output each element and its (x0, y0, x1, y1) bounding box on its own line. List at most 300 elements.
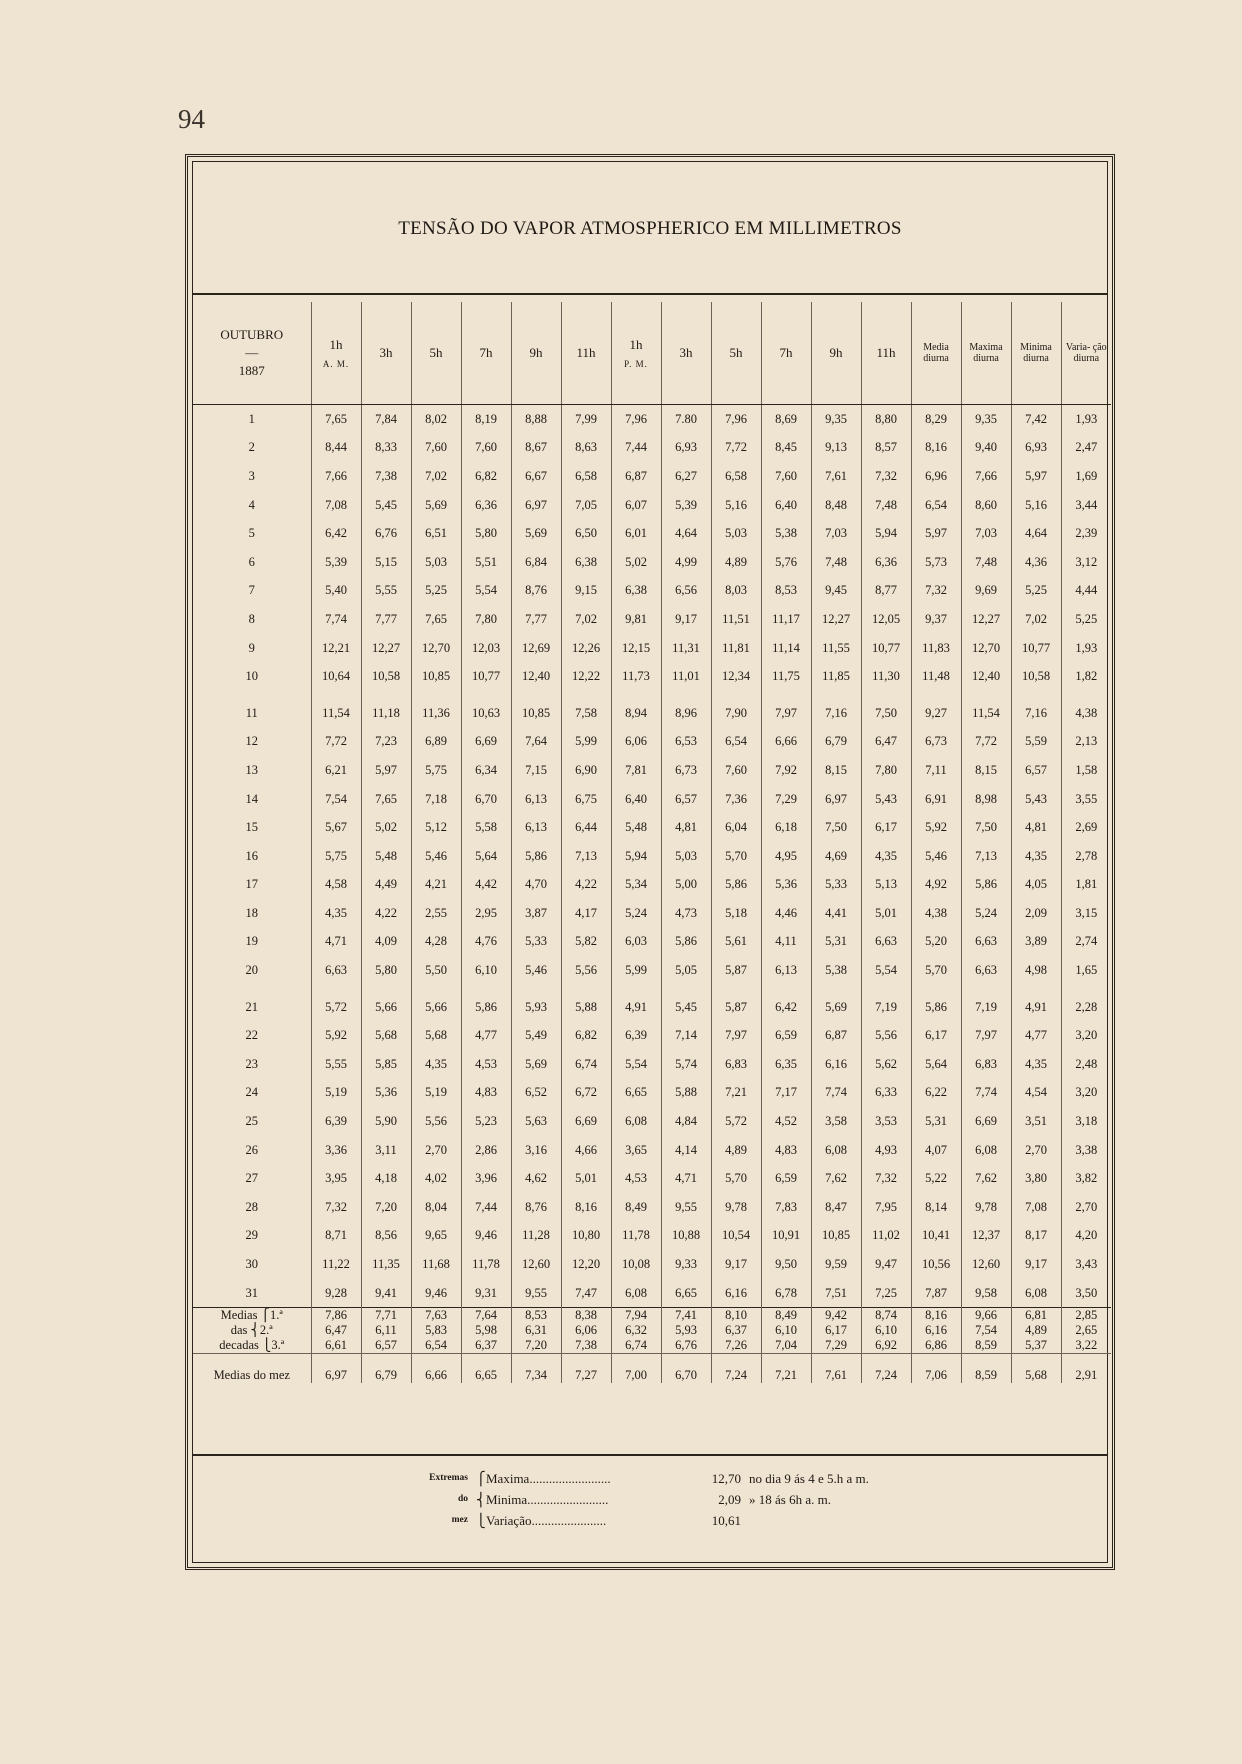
value-cell: 5,03 (661, 842, 711, 871)
value-cell: 2,70 (1061, 1193, 1111, 1222)
decade-mean-cell: 8,53 6,31 7,20 (511, 1308, 561, 1354)
value-cell: 5,69 (511, 519, 561, 548)
table-row (193, 1222, 1111, 1251)
month-mean-cell: 7,34 (511, 1354, 561, 1383)
value-cell: 5,86 (711, 871, 761, 900)
month-mean-cell: 6,65 (461, 1354, 511, 1383)
value-cell: 5,54 (611, 1050, 661, 1079)
value-cell: 6,13 (761, 956, 811, 985)
value-cell: 4,81 (1011, 813, 1061, 842)
value-cell: 7,60 (711, 756, 761, 785)
value-cell: 8,17 (1011, 1222, 1061, 1251)
value-cell: 1,69 (1061, 462, 1111, 491)
value-cell: 7,48 (861, 491, 911, 520)
value-cell: 9,50 (761, 1250, 811, 1279)
value-cell: 6,59 (761, 1021, 811, 1050)
value-cell: 8,16 (561, 1193, 611, 1222)
value-cell: 7,20 (361, 1193, 411, 1222)
value-cell: 6,53 (661, 728, 711, 757)
value-cell: 8,77 (861, 577, 911, 606)
value-cell: 4,35 (311, 899, 361, 928)
value-cell: 9,55 (661, 1193, 711, 1222)
value-cell: 5,33 (811, 871, 861, 900)
value-cell: 5,93 (511, 993, 561, 1022)
value-cell: 6,40 (761, 491, 811, 520)
value-cell: 4,91 (611, 993, 661, 1022)
value-cell: 12,27 (961, 605, 1011, 634)
value-cell: 5,86 (461, 993, 511, 1022)
value-cell: 5,01 (861, 899, 911, 928)
table-frame-inner (192, 161, 1108, 1563)
table-row (193, 1193, 1111, 1222)
value-cell: 5,64 (461, 842, 511, 871)
value-cell: 6,33 (861, 1079, 911, 1108)
value-cell: 2,74 (1061, 928, 1111, 957)
value-cell: 12,03 (461, 634, 511, 663)
value-cell: 4,64 (1011, 519, 1061, 548)
value-cell: 4,77 (1011, 1021, 1061, 1050)
decade-means-row (193, 1308, 1111, 1354)
value-cell: 6,72 (561, 1079, 611, 1108)
value-cell: 4,84 (661, 1107, 711, 1136)
value-cell: 8,04 (411, 1193, 461, 1222)
value-cell: 5,33 (511, 928, 561, 957)
value-cell: 8,98 (961, 785, 1011, 814)
value-cell: 10,85 (411, 662, 461, 691)
value-cell: 9,46 (411, 1279, 461, 1308)
value-cell: 8,80 (861, 405, 911, 434)
value-cell: 4,20 (1061, 1222, 1111, 1251)
value-cell: 6,39 (311, 1107, 361, 1136)
value-cell: 5,45 (661, 993, 711, 1022)
title-divider (193, 293, 1107, 295)
value-cell: 3,16 (511, 1136, 561, 1165)
value-cell: 3,44 (1061, 491, 1111, 520)
value-cell: 4,38 (1061, 699, 1111, 728)
value-cell: 8,57 (861, 434, 911, 463)
value-cell: 5,20 (911, 928, 961, 957)
value-cell: 5,75 (411, 756, 461, 785)
value-cell: 5,59 (1011, 728, 1061, 757)
value-cell: 5,56 (411, 1107, 461, 1136)
value-cell: 6,08 (1011, 1279, 1061, 1308)
value-cell: 12,27 (361, 634, 411, 663)
value-cell: 4,52 (761, 1107, 811, 1136)
value-cell: 4,35 (411, 1050, 461, 1079)
value-cell: 7,65 (361, 785, 411, 814)
value-cell: 4,35 (861, 842, 911, 871)
value-cell: 5,94 (611, 842, 661, 871)
extreme-row-minima: do ⎨ Minima......................... 2,09 » 18 ás 6h a. m. (457, 1492, 831, 1507)
value-cell: 9,65 (411, 1222, 461, 1251)
value-cell: 2,48 (1061, 1050, 1111, 1079)
value-cell: 6,03 (611, 928, 661, 957)
value-cell: 6,57 (661, 785, 711, 814)
value-cell: 3,87 (511, 899, 561, 928)
table-title: TENSÃO DO VAPOR ATMOSPHERICO EM MILLIMETROS (398, 218, 902, 239)
value-cell: 5,92 (911, 813, 961, 842)
value-cell: 4,53 (461, 1050, 511, 1079)
value-cell: 6,58 (561, 462, 611, 491)
value-cell: 5,72 (311, 993, 361, 1022)
value-cell: 8,16 (911, 434, 961, 463)
value-cell: 11,83 (911, 634, 961, 663)
value-cell: 12,26 (561, 634, 611, 663)
value-cell: 11,73 (611, 662, 661, 691)
value-cell: 6,13 (511, 813, 561, 842)
value-cell: 5,18 (711, 899, 761, 928)
value-cell: 4,17 (561, 899, 611, 928)
value-cell: 6,90 (561, 756, 611, 785)
value-cell: 7,62 (961, 1164, 1011, 1193)
value-cell: 8,33 (361, 434, 411, 463)
month-header (193, 302, 311, 405)
value-cell: 6,36 (461, 491, 511, 520)
value-cell: 7,60 (411, 434, 461, 463)
value-cell: 5,36 (761, 871, 811, 900)
value-cell: 6,13 (511, 785, 561, 814)
value-cell: 7,50 (811, 813, 861, 842)
value-cell: 5,87 (711, 993, 761, 1022)
value-cell: 5,36 (361, 1079, 411, 1108)
value-cell: 9,45 (811, 577, 861, 606)
value-cell: 7,58 (561, 699, 611, 728)
table-row (193, 405, 1111, 434)
table-row (193, 756, 1111, 785)
value-cell: 7,84 (361, 405, 411, 434)
value-cell: 7,66 (311, 462, 361, 491)
value-cell: 7,54 (311, 785, 361, 814)
value-cell: 5,80 (361, 956, 411, 985)
value-cell: 4,11 (761, 928, 811, 957)
day-cell: 21 (245, 999, 258, 1014)
value-cell: 5,99 (561, 728, 611, 757)
value-cell: 9,17 (1011, 1250, 1061, 1279)
value-cell: 9,69 (961, 577, 1011, 606)
value-cell: 2,28 (1061, 993, 1111, 1022)
value-cell: 7,32 (911, 577, 961, 606)
media-header: Media diurna (911, 302, 961, 405)
extreme-row-maxima: Extremas ⎧ Maxima......................... 12,70 no dia 9 ás 4 e 5.h a m. (429, 1471, 869, 1486)
table-row (193, 1250, 1111, 1279)
value-cell: 5,56 (561, 956, 611, 985)
value-cell: 10,91 (761, 1222, 811, 1251)
value-cell: 8,69 (761, 405, 811, 434)
value-cell: 6,73 (661, 756, 711, 785)
day-cell: 30 (245, 1257, 258, 1272)
value-cell: 6,69 (561, 1107, 611, 1136)
value-cell: 6,54 (911, 491, 961, 520)
value-cell: 7,60 (761, 462, 811, 491)
value-cell: 5,34 (611, 871, 661, 900)
value-cell: 8,15 (811, 756, 861, 785)
value-cell: 5,31 (811, 928, 861, 957)
value-cell: 9,81 (611, 605, 661, 634)
value-cell: 7,36 (711, 785, 761, 814)
value-cell: 11,14 (761, 634, 811, 663)
value-cell: 8,03 (711, 577, 761, 606)
value-cell: 1,58 (1061, 756, 1111, 785)
value-cell: 7,87 (911, 1279, 961, 1308)
value-cell: 6,82 (461, 462, 511, 491)
value-cell: 5,99 (611, 956, 661, 985)
value-cell: 9,59 (811, 1250, 861, 1279)
value-cell: 5,45 (361, 491, 411, 520)
day-cell: 16 (245, 848, 258, 863)
value-cell: 4,62 (511, 1164, 561, 1193)
value-cell: 7,64 (511, 728, 561, 757)
table-row (193, 899, 1111, 928)
value-cell: 7,65 (411, 605, 461, 634)
value-cell: 4,76 (461, 928, 511, 957)
table-row (193, 1107, 1111, 1136)
value-cell: 6,67 (511, 462, 561, 491)
value-cell: 9,46 (461, 1222, 511, 1251)
value-cell: 5,69 (811, 993, 861, 1022)
value-cell: 7,13 (961, 842, 1011, 871)
value-cell: 3,11 (361, 1136, 411, 1165)
value-cell: 6,63 (311, 956, 361, 985)
table-row (193, 634, 1111, 663)
value-cell: 11,78 (461, 1250, 511, 1279)
value-cell: 5,86 (911, 993, 961, 1022)
value-cell: 6,79 (811, 728, 861, 757)
month-mean-cell: 7,21 (761, 1354, 811, 1383)
value-cell: 6,59 (761, 1164, 811, 1193)
value-cell: 5,50 (411, 956, 461, 985)
value-cell: 5,38 (761, 519, 811, 548)
value-cell: 5,86 (511, 842, 561, 871)
value-cell: 7,05 (561, 491, 611, 520)
decade-mean-cell: 8,49 6,10 7,04 (761, 1308, 811, 1354)
value-cell: 5,82 (561, 928, 611, 957)
hour-header-5am: 5h (411, 302, 461, 405)
value-cell: 12,60 (511, 1250, 561, 1279)
value-cell: 6,56 (661, 577, 711, 606)
value-cell: 7,08 (311, 491, 361, 520)
value-cell: 6,87 (611, 462, 661, 491)
value-cell: 3,95 (311, 1164, 361, 1193)
value-cell: 6,16 (811, 1050, 861, 1079)
value-cell: 11,55 (811, 634, 861, 663)
value-cell: 5,03 (411, 548, 461, 577)
value-cell: 7,96 (711, 405, 761, 434)
value-cell: 3,43 (1061, 1250, 1111, 1279)
day-cell: 17 (245, 877, 258, 892)
hour-header-7pm: 7h (761, 302, 811, 405)
value-cell: 5,19 (411, 1079, 461, 1108)
value-cell: 11,36 (411, 699, 461, 728)
value-cell: 12,21 (311, 634, 361, 663)
value-cell: 6,16 (711, 1279, 761, 1308)
value-cell: 11,81 (711, 634, 761, 663)
value-cell: 1,93 (1061, 405, 1111, 434)
daily-rows (193, 405, 1111, 1308)
decade-mean-cell: 2,85 2,65 3,22 (1061, 1308, 1111, 1354)
value-cell: 7,44 (461, 1193, 511, 1222)
value-cell: 5,43 (1011, 785, 1061, 814)
decade-mean-cell: 8,10 6,37 7,26 (711, 1308, 761, 1354)
value-cell: 12,05 (861, 605, 911, 634)
day-cell: 23 (245, 1056, 258, 1071)
value-cell: 10,41 (911, 1222, 961, 1251)
month-dash: — (245, 345, 259, 360)
value-cell: 5,87 (711, 956, 761, 985)
value-cell: 6,87 (811, 1021, 861, 1050)
value-cell: 4,54 (1011, 1079, 1061, 1108)
value-cell: 4,92 (911, 871, 961, 900)
value-cell: 8,47 (811, 1193, 861, 1222)
value-cell: 11,01 (661, 662, 711, 691)
table-row (193, 1136, 1111, 1165)
day-cell: 3 (248, 468, 255, 483)
minima-header: Minima diurna (1011, 302, 1061, 405)
table-row (193, 728, 1111, 757)
month-means (193, 1354, 1111, 1383)
value-cell: 7,17 (761, 1079, 811, 1108)
value-cell: 4,18 (361, 1164, 411, 1193)
table-header-row (193, 302, 1111, 405)
value-cell: 7,47 (561, 1279, 611, 1308)
value-cell: 5,54 (461, 577, 511, 606)
hour-header-9am: 9h (511, 302, 561, 405)
value-cell: 5,88 (561, 993, 611, 1022)
value-cell: 11,54 (961, 699, 1011, 728)
day-cell: 5 (248, 526, 255, 541)
value-cell: 9,17 (661, 605, 711, 634)
value-cell: 7,61 (811, 462, 861, 491)
am-label: A. M. (322, 359, 350, 369)
value-cell: 5,46 (911, 842, 961, 871)
value-cell: 5,24 (961, 899, 1011, 928)
value-cell: 2,39 (1061, 519, 1111, 548)
value-cell: 4,99 (661, 548, 711, 577)
value-cell: 6,83 (711, 1050, 761, 1079)
value-cell: 6,08 (961, 1136, 1011, 1165)
month-mean-cell: 8,59 (961, 1354, 1011, 1383)
month-mean-cell: 2,91 (1061, 1354, 1111, 1383)
value-cell: 6,22 (911, 1079, 961, 1108)
day-cell: 10 (245, 669, 258, 684)
value-cell: 9,78 (961, 1193, 1011, 1222)
value-cell: 5,15 (361, 548, 411, 577)
value-cell: 4,89 (711, 548, 761, 577)
month-mean-cell: 7,27 (561, 1354, 611, 1383)
value-cell: 5,85 (361, 1050, 411, 1079)
value-cell: 8,53 (761, 577, 811, 606)
table-row (193, 605, 1111, 634)
day-cell: 22 (245, 1028, 258, 1043)
value-cell: 3,53 (861, 1107, 911, 1136)
value-cell: 9,58 (961, 1279, 1011, 1308)
decade-mean-cell: 7,71 6,11 6,57 (361, 1308, 411, 1354)
value-cell: 8,15 (961, 756, 1011, 785)
value-cell: 7,48 (811, 548, 861, 577)
value-cell: 7,51 (811, 1279, 861, 1308)
value-cell: 6,69 (961, 1107, 1011, 1136)
month-mean-cell: 6,70 (661, 1354, 711, 1383)
value-cell: 3,36 (311, 1136, 361, 1165)
value-cell: 6,63 (961, 928, 1011, 957)
table-row (193, 871, 1111, 900)
page-number: 94 (178, 104, 205, 134)
value-cell: 3,55 (1061, 785, 1111, 814)
value-cell: 5,88 (661, 1079, 711, 1108)
value-cell: 11,30 (861, 662, 911, 691)
value-cell: 6,57 (1011, 756, 1061, 785)
value-cell: 5,70 (711, 842, 761, 871)
value-cell: 7,72 (711, 434, 761, 463)
table-row (193, 1050, 1111, 1079)
value-cell: 7,72 (311, 728, 361, 757)
value-cell: 7,77 (361, 605, 411, 634)
value-cell: 4,71 (661, 1164, 711, 1193)
value-cell: 11,31 (661, 634, 711, 663)
month-extremes (398, 1468, 1018, 1531)
decade-mean-cell: 7,94 6,32 6,74 (611, 1308, 661, 1354)
value-cell: 6,10 (461, 956, 511, 985)
value-cell: 10,64 (311, 662, 361, 691)
value-cell: 7,02 (561, 605, 611, 634)
hour-header-7am: 7h (461, 302, 511, 405)
value-cell: 10,54 (711, 1222, 761, 1251)
value-cell: 8,63 (561, 434, 611, 463)
value-cell: 9,78 (711, 1193, 761, 1222)
value-cell: 6,34 (461, 756, 511, 785)
value-cell: 7,25 (861, 1279, 911, 1308)
day-cell: 14 (245, 791, 258, 806)
value-cell: 5,70 (911, 956, 961, 985)
hour-header-3pm: 3h (661, 302, 711, 405)
value-cell: 11,54 (311, 699, 361, 728)
value-cell: 6,40 (611, 785, 661, 814)
value-cell: 4,41 (811, 899, 861, 928)
value-cell: 7,02 (411, 462, 461, 491)
value-cell: 4,14 (661, 1136, 711, 1165)
value-cell: 7,14 (661, 1021, 711, 1050)
month-mean-cell: 6,97 (311, 1354, 361, 1383)
value-cell: 3,89 (1011, 928, 1061, 957)
decade-gap (193, 691, 1111, 699)
day-cell: 7 (248, 583, 255, 598)
table-row (193, 956, 1111, 985)
month-mean-cell: 6,79 (361, 1354, 411, 1383)
value-cell: 9,27 (911, 699, 961, 728)
value-cell: 5,16 (1011, 491, 1061, 520)
day-cell: 19 (245, 934, 258, 949)
value-cell: 7,32 (311, 1193, 361, 1222)
value-cell: 8,48 (811, 491, 861, 520)
decade-mean-cell: 6,81 4,89 5,37 (1011, 1308, 1061, 1354)
value-cell: 10,58 (1011, 662, 1061, 691)
value-cell: 8,76 (511, 577, 561, 606)
hour-header-3am: 3h (361, 302, 411, 405)
value-cell: 6,17 (861, 813, 911, 842)
value-cell: 4,83 (461, 1079, 511, 1108)
decade-gap (193, 985, 1111, 993)
value-cell: 5,68 (411, 1021, 461, 1050)
value-cell: 1,65 (1061, 956, 1111, 985)
value-cell: 7,19 (861, 993, 911, 1022)
value-cell: 7,15 (511, 756, 561, 785)
value-cell: 6,42 (761, 993, 811, 1022)
value-cell: 6,38 (611, 577, 661, 606)
value-cell: 2,95 (461, 899, 511, 928)
value-cell: 2,78 (1061, 842, 1111, 871)
value-cell: 5,56 (861, 1021, 911, 1050)
value-cell: 11,85 (811, 662, 861, 691)
value-cell: 8,14 (911, 1193, 961, 1222)
